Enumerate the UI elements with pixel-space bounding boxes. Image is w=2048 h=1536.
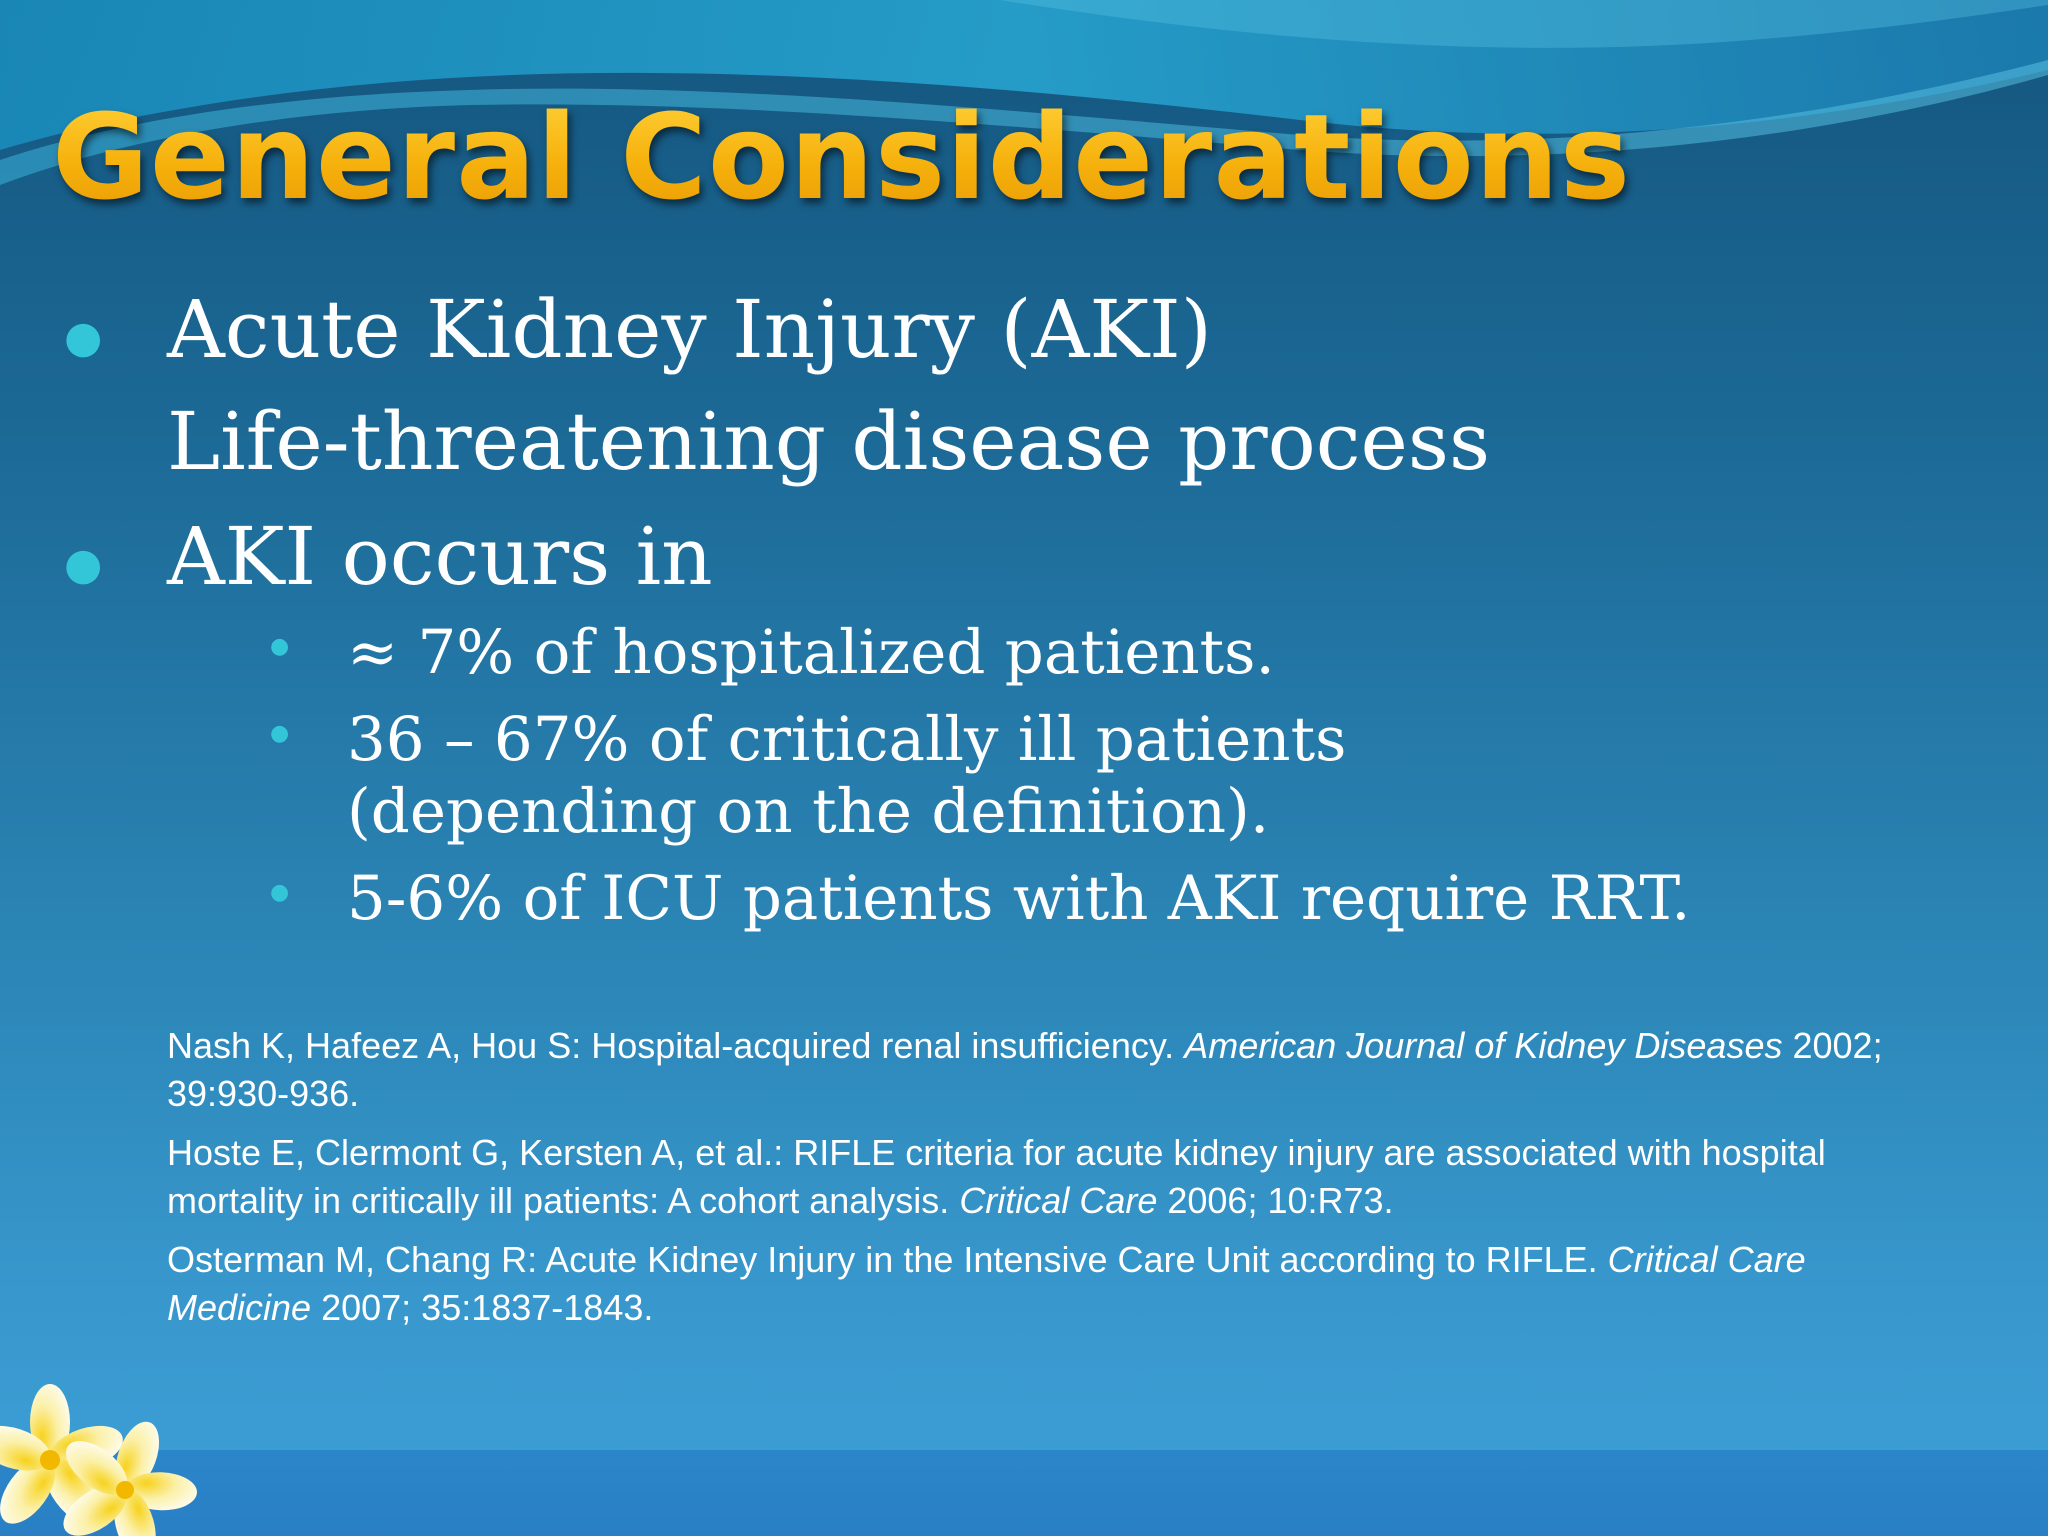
- reference-journal: American Journal of Kidney Diseases: [1184, 1025, 1783, 1066]
- reference-item: [167, 1129, 1927, 1225]
- bullet-text: Acute Kidney Injury (AKI): [167, 283, 1212, 376]
- references: [167, 1022, 1927, 1343]
- bullet-text: Life-threatening disease process: [167, 395, 1491, 488]
- sub-bullet-text: 36 – 67% of critically ill patients: [347, 704, 1347, 775]
- bullet-dot-icon: ●: [64, 312, 103, 363]
- footer-band: [0, 1450, 2048, 1536]
- reference-details: 2006; 10:R73.: [1157, 1180, 1394, 1221]
- bullet-text: AKI occurs in: [167, 510, 713, 603]
- sub-bullet-text: (depending on the definition).: [347, 776, 1270, 847]
- reference-journal: Critical Care: [959, 1180, 1158, 1221]
- reference-journal: Critical Care Medicine: [167, 1239, 1806, 1328]
- reference-authors: Nash K, Hafeez A, Hou S: Hospital-acquired renal insufficiency.: [167, 1025, 1185, 1066]
- reference-authors: Hoste E, Clermont G, Kersten A, et al.: RIFLE criteria for acute kidney injury are associated with hospital mortality in critically ill patients: A cohort analysis.: [167, 1132, 1826, 1221]
- plumeria-flower-icon: [0, 1380, 200, 1536]
- reference-authors: Osterman M, Chang R: Acute Kidney Injury in the Intensive Care Unit according to RIFLE.: [167, 1239, 1608, 1280]
- reference-details: 2007; 35:1837-1843.: [311, 1287, 654, 1328]
- bullet-dot-icon: ●: [270, 721, 290, 746]
- reference-item: [167, 1236, 1927, 1332]
- sub-bullet-text: 5-6% of ICU patients with AKI require RRT.: [347, 863, 1691, 934]
- sub-bullet-text: ≈ 7% of hospitalized patients.: [347, 617, 1275, 688]
- reference-details: 2002; 39:930-936.: [167, 1025, 1883, 1114]
- reference-item: [167, 1022, 1927, 1118]
- bullet-dot-icon: ●: [270, 634, 290, 659]
- bullet-dot-icon: ●: [64, 539, 103, 590]
- bullet-dot-icon: ●: [270, 880, 290, 905]
- slide-title: General Considerations: [52, 88, 1632, 226]
